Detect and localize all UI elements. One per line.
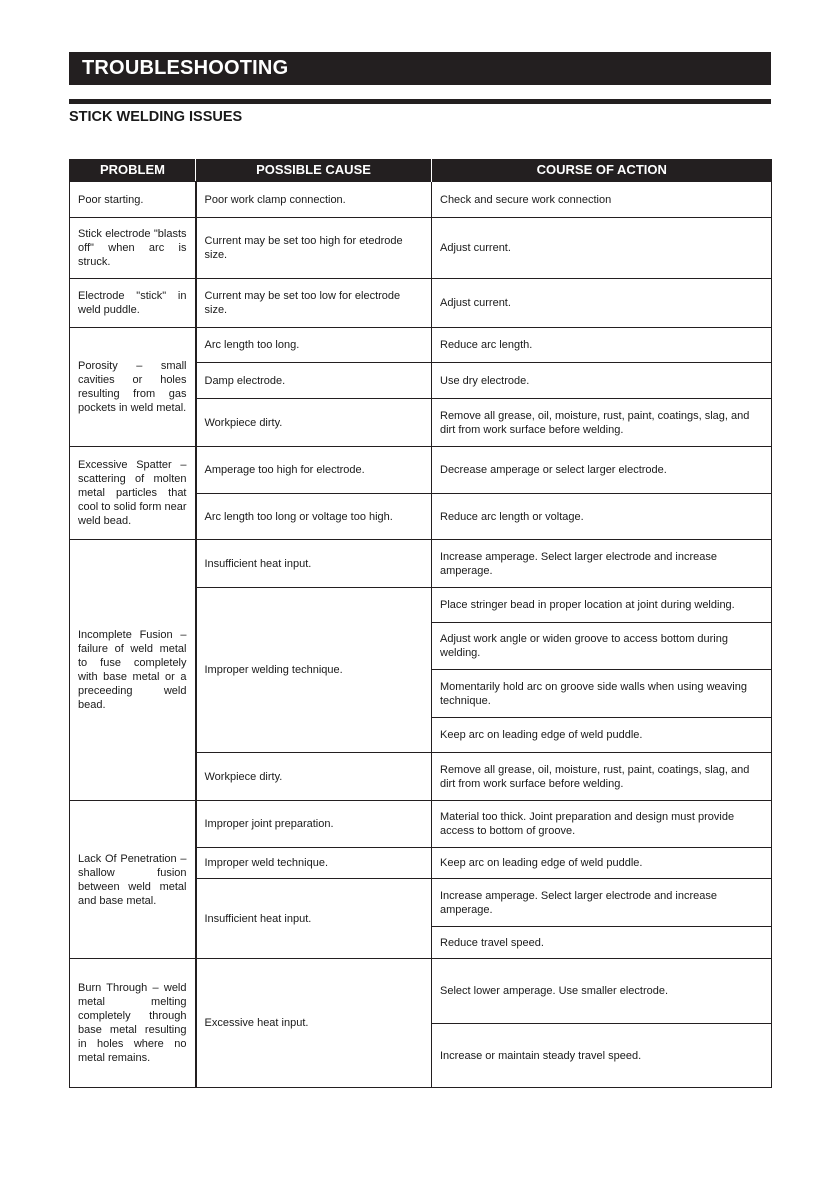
column-header-action: COURSE OF ACTION <box>432 159 772 182</box>
action-cell: Place stringer bead in proper location at joint during welding. <box>432 588 772 623</box>
cause-cell: Insufficient heat input. <box>196 879 432 959</box>
table-row <box>70 540 772 588</box>
column-header-cause: POSSIBLE CAUSE <box>196 159 432 182</box>
cause-cell: Improper welding technique. <box>196 588 432 753</box>
cause-cell: Amperage too high for electrode. <box>196 447 432 494</box>
problem-cell: Stick electrode "blasts off" when arc is struck. <box>70 218 196 279</box>
column-header-problem: PROBLEM <box>70 159 196 182</box>
cause-cell: Current may be set too low for electrode size. <box>196 279 432 328</box>
problem-cell: Poor starting. <box>70 182 196 218</box>
action-cell: Decrease amperage or select larger electrode. <box>432 447 772 494</box>
action-cell: Use dry electrode. <box>432 363 772 399</box>
problem-cell: Incomplete Fusion – failure of weld metal to fuse completely with base metal or a preceeding weld bead. <box>70 540 196 801</box>
action-cell: Keep arc on leading edge of weld puddle. <box>432 718 772 753</box>
cause-cell: Improper weld technique. <box>196 848 432 879</box>
cause-cell: Arc length too long or voltage too high. <box>196 494 432 540</box>
action-cell: Momentarily hold arc on groove side walls when using weaving technique. <box>432 670 772 718</box>
action-cell: Reduce arc length. <box>432 328 772 363</box>
action-cell: Increase or maintain steady travel speed. <box>432 1024 772 1088</box>
action-cell: Remove all grease, oil, moisture, rust, paint, coatings, slag, and dirt from work surface before welding. <box>432 753 772 801</box>
action-cell: Keep arc on leading edge of weld puddle. <box>432 848 772 879</box>
cause-cell: Workpiece dirty. <box>196 399 432 447</box>
table-header-row <box>70 159 772 182</box>
cause-cell: Workpiece dirty. <box>196 753 432 801</box>
cause-cell: Current may be set too high for etedrode size. <box>196 218 432 279</box>
action-cell: Increase amperage. Select larger electrode and increase amperage. <box>432 879 772 927</box>
action-cell: Adjust current. <box>432 218 772 279</box>
section-subtitle: STICK WELDING ISSUES <box>69 109 243 125</box>
action-cell: Increase amperage. Select larger electrode and increase amperage. <box>432 540 772 588</box>
table-row <box>70 218 772 279</box>
action-cell: Adjust work angle or widen groove to access bottom during welding. <box>432 623 772 670</box>
table-row <box>70 182 772 218</box>
title-rule <box>69 99 771 104</box>
problem-cell: Lack Of Penetration – shallow fusion between weld metal and base metal. <box>70 801 196 959</box>
action-cell: Adjust current. <box>432 279 772 328</box>
cause-cell: Damp electrode. <box>196 363 432 399</box>
cause-cell: Poor work clamp connection. <box>196 182 432 218</box>
problem-cell: Porosity – small cavities or holes resulting from gas pockets in weld metal. <box>70 328 196 447</box>
table-row <box>70 801 772 848</box>
cause-cell: Insufficient heat input. <box>196 540 432 588</box>
action-cell: Remove all grease, oil, moisture, rust, paint, coatings, slag, and dirt from work surface before welding. <box>432 399 772 447</box>
title-bar <box>69 52 771 85</box>
table-row <box>70 447 772 494</box>
troubleshooting-table <box>69 159 772 1088</box>
action-cell: Check and secure work connection <box>432 182 772 218</box>
table-row <box>70 959 772 1024</box>
cause-cell: Arc length too long. <box>196 328 432 363</box>
problem-cell: Excessive Spatter – scattering of molten metal particles that cool to solid form near weld bead. <box>70 447 196 540</box>
cause-cell: Excessive heat input. <box>196 959 432 1088</box>
table-row <box>70 279 772 328</box>
page-title: TROUBLESHOOTING <box>82 57 289 79</box>
cause-cell: Improper joint preparation. <box>196 801 432 848</box>
problem-cell: Electrode "stick" in weld puddle. <box>70 279 196 328</box>
action-cell: Material too thick. Joint preparation and design must provide access to bottom of groove. <box>432 801 772 848</box>
action-cell: Select lower amperage. Use smaller electrode. <box>432 959 772 1024</box>
action-cell: Reduce arc length or voltage. <box>432 494 772 540</box>
problem-cell: Burn Through – weld metal melting completely through base metal resulting in holes where no metal remains. <box>70 959 196 1088</box>
table-row <box>70 328 772 363</box>
action-cell: Reduce travel speed. <box>432 927 772 959</box>
